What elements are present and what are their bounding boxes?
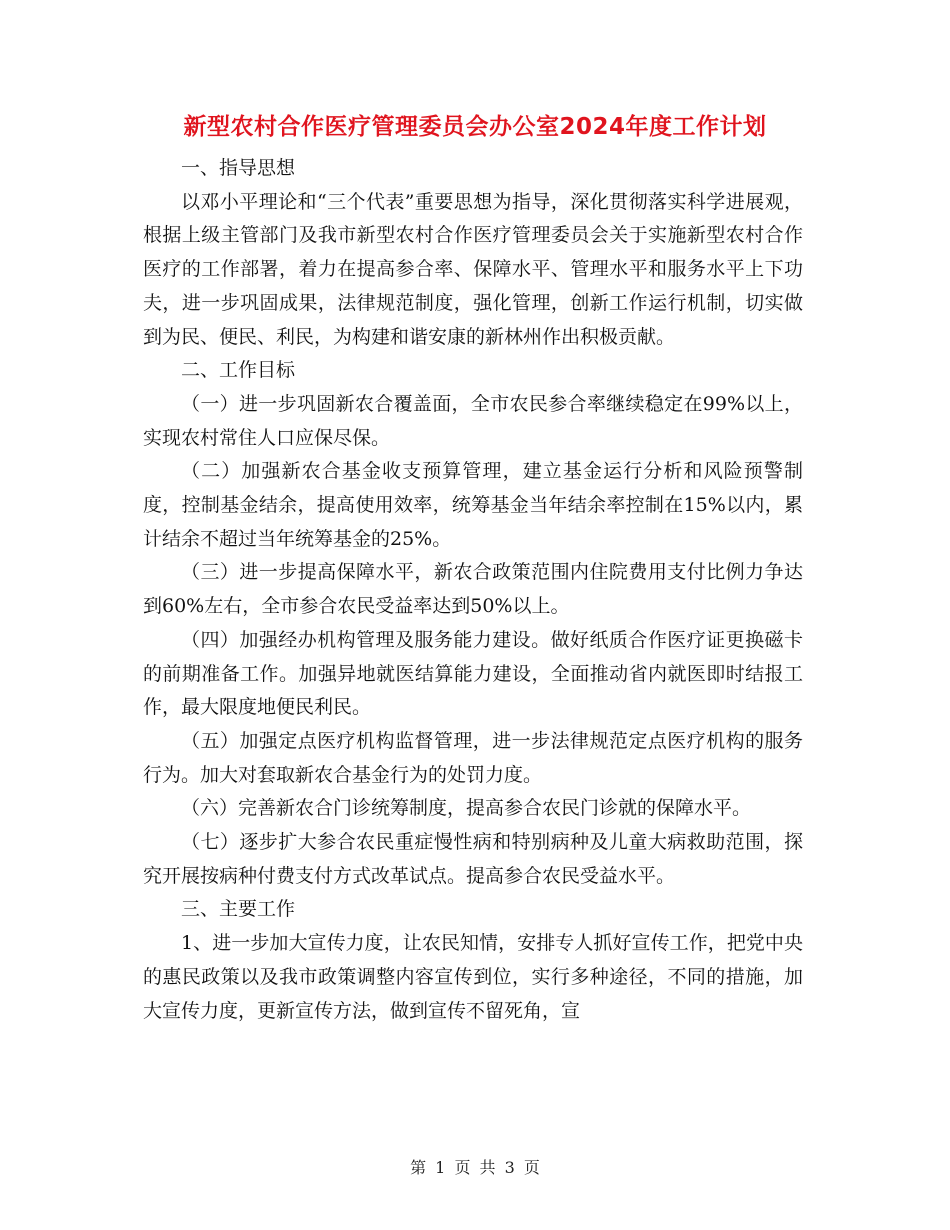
document-body <box>143 152 803 1028</box>
section-heading-guiding-ideology: 一、指导思想 <box>181 157 296 179</box>
paragraph-goal-1: （一）进一步巩固新农合覆盖面，全市农民参合率继续稳定在99%以上，实现农村常住人口应保尽保。 <box>143 392 803 449</box>
paragraph-goal-7: （七）逐步扩大参合农民重症慢性病和特别病种及儿童大病救助范围，探究开展按病种付费支付方式改革试点。提高参合农民受益水平。 <box>143 831 803 887</box>
section-heading-main-work: 三、主要工作 <box>181 898 296 921</box>
document-title: 新型农村合作医疗管理委员会办公室2024年度工作计划 <box>183 114 767 140</box>
paragraph-goal-4: （四）加强经办机构管理及服务能力建设。做好纸质合作医疗证更换磁卡的前期准备工作。加强异地就医结算能力建设，全面推动省内就医即时结报工作，最大限度地便民利民。 <box>143 628 803 719</box>
paragraph-goal-6: （六）完善新农合门诊统筹制度，提高参合农民门诊就的保障水平。 <box>181 797 752 820</box>
paragraph-goal-3: （三）进一步提高保障水平，新农合政策范围内住院费用支付比例力争达到60%左右，全市参合农民受益率达到50%以上。 <box>143 561 803 618</box>
page-footer: 第 1 页 共 3 页 <box>410 1158 540 1177</box>
section-heading-work-goals: 二、工作目标 <box>181 359 296 382</box>
paragraph-goal-5: （五）加强定点医疗机构监督管理，进一步法律规范定点医疗机构的服务行为。加大对套取新农合基金行为的处罚力度。 <box>143 729 803 786</box>
paragraph-goal-2: （二）加强新农合基金收支预算管理，建立基金运行分析和风险预警制度，控制基金结余，提高使用效率，统筹基金当年结余率控制在15%以内，累计结余不超过当年统筹基金的25%。 <box>143 460 803 550</box>
paragraph-main-work-1: 1、进一步加大宣传力度，让农民知情，安排专人抓好宣传工作，把党中央的惠民政策以及我市政策调整内容宣传到位，实行多种途径，不同的措施，加大宣传力度，更新宣传方法，做到宣传不留死角，宣 <box>143 932 803 1022</box>
paragraph-guiding-ideology: 以邓小平理论和“三个代表”重要思想为指导，深化贯彻落实科学进展观，根据上级主管部门及我市新型农村合作医疗管理委员会关于实施新型农村合作医疗的工作部署，着力在提高参合率、保障水平、管理水平和服务水平上下功夫，进一步巩固成果，法律规范制度，强化管理，创新工作运行机制，切实做到为民、便民、利民，为构建和谐安康的新林州作出积极贡献。 <box>143 190 803 348</box>
